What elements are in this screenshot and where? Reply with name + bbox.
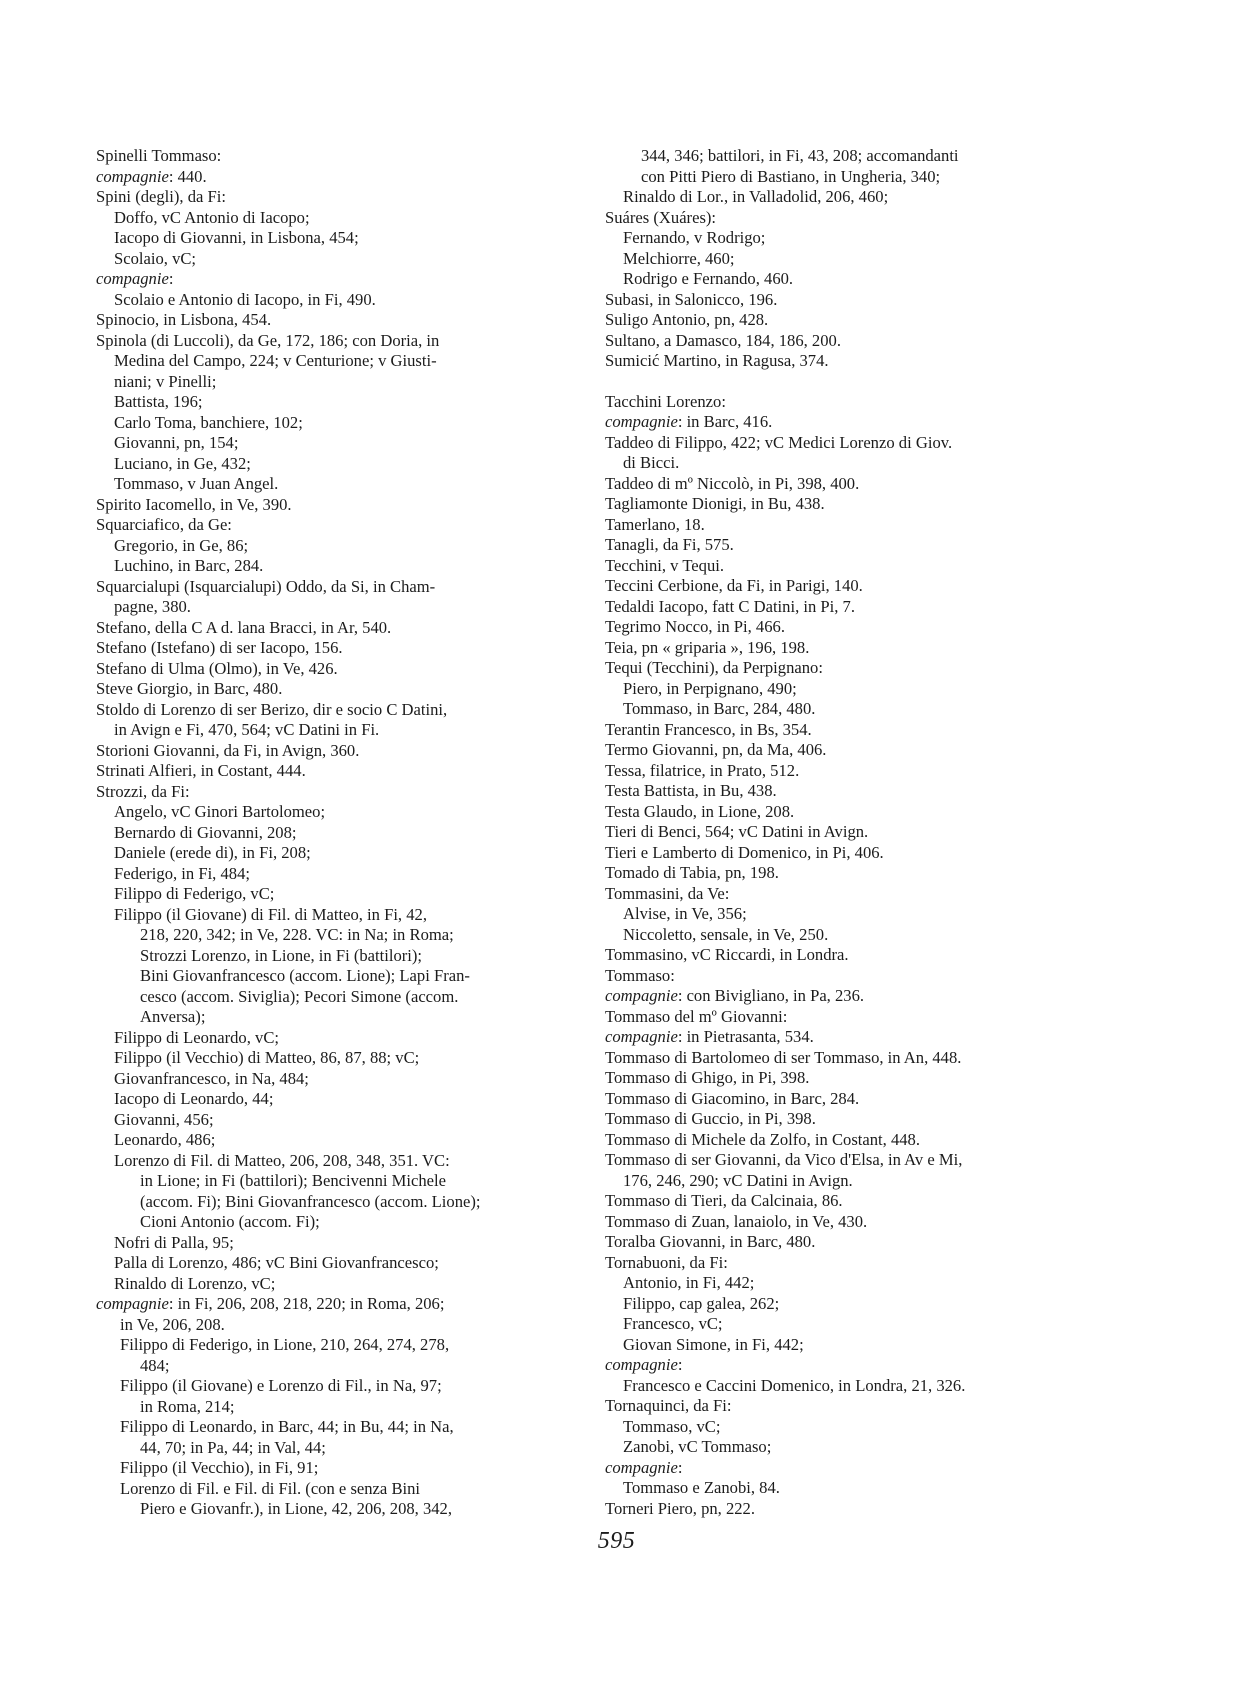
index-entry: Tanagli, da Fi, 575. (605, 535, 734, 554)
index-entry: con Pitti Piero di Bastiano, in Ungheria, 340; (641, 166, 941, 186)
index-entry: Giovan Simone, in Fi, 442; (623, 1334, 804, 1354)
index-entry: Cioni Antonio (accom. Fi); (140, 1212, 320, 1231)
section-keyword: compagnie (96, 269, 169, 288)
index-entry: Tagliamonte Dionigi, in Bu, 438. (605, 494, 825, 513)
index-entry: Tomado di Tabia, pn, 198. (605, 863, 779, 882)
index-entry: Terantin Francesco, in Bs, 354. (605, 719, 812, 739)
index-entry: Filippo di Federigo, vC; (114, 884, 275, 903)
index-entry: Subasi, in Salonicco, 196. (605, 289, 778, 309)
index-entry: Leonardo, 486; (114, 1130, 216, 1149)
index-entry: Iacopo di Giovanni, in Lisbona, 454; (114, 228, 359, 247)
index-entry: Stefano (Istefano) di ser Iacopo, 156. (96, 638, 343, 657)
index-entry: Melchiorre, 460; (623, 248, 735, 268)
index-entry: in Avign e Fi, 470, 564; vC Datini in Fi. (114, 720, 380, 739)
index-entry: Teia, pn « griparia », 196, 198. (605, 637, 810, 657)
index-entry: Giovanni, pn, 154; (114, 433, 239, 452)
index-entry: Stefano di Ulma (Olmo), in Ve, 426. (96, 658, 338, 678)
page-number: 595 (597, 1528, 636, 1554)
index-entry: Francesco e Caccini Domenico, in Londra, 21, 326. (623, 1375, 966, 1395)
index-entry: Battista, 196; (114, 392, 203, 411)
index-entry: Anversa); (140, 1007, 206, 1026)
index-entry: Stefano, della C A d. lana Bracci, in Ar, 540. (96, 617, 392, 637)
index-entry: Alvise, in Ve, 356; (623, 904, 747, 923)
index-entry: Torneri Piero, pn, 222. (605, 1498, 755, 1518)
index-entry: Filippo (il Vecchio), in Fi, 91; (120, 1458, 319, 1477)
index-entry: Medina del Campo, 224; v Centurione; v Giusti- (114, 351, 437, 370)
index-entry: Tacchini Lorenzo: (605, 391, 726, 411)
index-entry: in Lione; in Fi (battilori); Bencivenni Michele (140, 1171, 446, 1190)
index-entry: Palla di Lorenzo, 486; vC Bini Giovanfrancesco; (114, 1253, 439, 1272)
index-entry: Nofri di Palla, 95; (114, 1232, 234, 1252)
index-entry: Filippo (il Vecchio) di Matteo, 86, 87, 88; vC; (114, 1048, 420, 1067)
index-entry: Bini Giovanfrancesco (accom. Lione); Lapi Fran- (140, 966, 470, 985)
index-entry: cesco (accom. Siviglia); Pecori Simone (accom. (140, 986, 459, 1006)
section-keyword: compagnie (605, 1457, 678, 1477)
index-entry: Teccini Cerbione, da Fi, in Parigi, 140. (605, 576, 863, 595)
index-entry: Suligo Antonio, pn, 428. (605, 310, 769, 329)
index-entry: Tecchini, v Tequi. (605, 555, 725, 575)
index-entry: Lorenzo di Fil. di Matteo, 206, 208, 348, 351. VC: (114, 1150, 450, 1170)
index-entry: Sultano, a Damasco, 184, 186, 200. (605, 330, 841, 350)
index-entry: in Ve, 206, 208. (120, 1314, 225, 1334)
index-entry: Steve Giorgio, in Barc, 480. (96, 679, 283, 698)
index-entry: Tieri di Benci, 564; vC Datini in Avign. (605, 822, 869, 841)
index-entry: Giovanfrancesco, in Na, 484; (114, 1068, 309, 1088)
index-entry: 484; (140, 1355, 170, 1375)
index-entry: Lorenzo di Fil. e Fil. di Fil. (con e senza Bini (120, 1478, 421, 1498)
section-keyword: compagnie (96, 166, 169, 186)
section-keyword: compagnie (605, 986, 678, 1005)
index-entry: Tommaso: (605, 965, 675, 985)
index-entry: Storioni Giovanni, da Fi, in Avign, 360. (96, 740, 360, 760)
index-entry: Spinocio, in Lisbona, 454. (96, 310, 272, 329)
index-entry: Tommaso di Ghigo, in Pi, 398. (605, 1068, 810, 1087)
index-entry: in Roma, 214; (140, 1396, 235, 1416)
index-entry: Filippo di Leonardo, in Barc, 44; in Bu, 44; in Na, (120, 1417, 454, 1436)
index-entry: Taddeo di Filippo, 422; vC Medici Lorenzo di Giov. (605, 432, 953, 452)
index-entry: compagnie: in Fi, 206, 208, 218, 220; in Roma, 206; (96, 1294, 445, 1313)
index-entry: Taddeo di mº Niccolò, in Pi, 398, 400. (605, 473, 860, 493)
section-keyword: compagnie (96, 1294, 169, 1313)
index-entry: Daniele (erede di), in Fi, 208; (114, 843, 311, 862)
index-entry: Strozzi Lorenzo, in Lione, in Fi (battilori); (140, 945, 423, 965)
section-keyword: compagnie (605, 1027, 678, 1046)
index-entry: Spinelli Tommaso: (96, 146, 222, 165)
index-entry: Tommaso del mº Giovanni: (605, 1006, 788, 1026)
index-entry: compagnie: (605, 1457, 683, 1477)
index-entry: Angelo, vC Ginori Bartolomeo; (114, 802, 326, 821)
section-keyword: compagnie (605, 1355, 678, 1374)
index-entry: Federigo, in Fi, 484; (114, 863, 250, 883)
index-entry: Toralba Giovanni, in Barc, 480. (605, 1232, 816, 1251)
index-entry: Spirito Iacomello, in Ve, 390. (96, 494, 292, 514)
index-entry: Gregorio, in Ge, 86; (114, 535, 249, 555)
index-entry: Stoldo di Lorenzo di ser Berizo, dir e socio C Datini, (96, 699, 448, 719)
index-entry: Tommaso, vC; (623, 1416, 721, 1436)
index-entry: compagnie: con Bivigliano, in Pa, 236. (605, 986, 865, 1005)
index-entry: Tommaso di Tieri, da Calcinaia, 86. (605, 1191, 843, 1210)
index-entry: Tornabuoni, da Fi: (605, 1252, 728, 1272)
index-entry: Tommasini, da Ve: (605, 883, 730, 903)
index-entry: Tommaso, v Juan Angel. (114, 474, 279, 493)
index-entry: Carlo Toma, banchiere, 102; (114, 412, 303, 432)
index-entry: Filippo (il Giovane) e Lorenzo di Fil., in Na, 97; (120, 1376, 442, 1395)
index-entry: Antonio, in Fi, 442; (623, 1273, 755, 1292)
index-entry: compagnie: in Barc, 416. (605, 412, 773, 431)
index-entry: 344, 346; battilori, in Fi, 43, 208; accomandanti (641, 146, 959, 165)
index-entry: Spinola (di Luccoli), da Ge, 172, 186; con Doria, in (96, 330, 440, 350)
index-entry: Tommaso di ser Giovanni, da Vico d'Elsa, in Av e Mi, (605, 1150, 963, 1169)
index-entry: Spini (degli), da Fi: (96, 187, 226, 206)
index-entry: Testa Glaudo, in Lione, 208. (605, 801, 795, 821)
index-entry: Rinaldo di Lorenzo, vC; (114, 1273, 276, 1293)
index-entry: Scolaio, vC; (114, 248, 197, 268)
index-entry: compagnie: in Pietrasanta, 534. (605, 1027, 814, 1046)
index-entry: Sumicić Martino, in Ragusa, 374. (605, 351, 829, 370)
index-entry: Piero e Giovanfr.), in Lione, 42, 206, 208, 342, (140, 1499, 453, 1518)
index-entry: Luciano, in Ge, 432; (114, 453, 251, 473)
index-entry: Scolaio e Antonio di Iacopo, in Fi, 490. (114, 289, 376, 309)
index-entry: Tommasino, vC Riccardi, in Londra. (605, 945, 849, 964)
index-entry: Squarciafico, da Ge: (96, 515, 232, 534)
index-entry: di Bicci. (623, 453, 680, 472)
index-entry: Tommaso di Bartolomeo di ser Tommaso, in An, 448. (605, 1047, 962, 1067)
index-entry: Tommaso e Zanobi, 84. (623, 1478, 780, 1497)
index-entry: Niccoletto, sensale, in Ve, 250. (623, 924, 829, 944)
index-entry: Tequi (Tecchini), da Perpignano: (605, 658, 823, 677)
index-entry: Tamerlano, 18. (605, 514, 705, 534)
index-entry: compagnie: 440. (96, 166, 207, 186)
index-entry: Tommaso di Giacomino, in Barc, 284. (605, 1088, 860, 1108)
index-entry: Bernardo di Giovanni, 208; (114, 822, 297, 842)
index-entry: Filippo (il Giovane) di Fil. di Matteo, in Fi, 42, (114, 904, 427, 924)
index-entry: Tegrimo Nocco, in Pi, 466. (605, 617, 785, 636)
index-entry: Giovanni, 456; (114, 1109, 214, 1129)
index-entry: 44, 70; in Pa, 44; in Val, 44; (140, 1437, 326, 1457)
index-entry: Termo Giovanni, pn, da Ma, 406. (605, 740, 827, 759)
index-entry: Tommaso di Zuan, lanaiolo, in Ve, 430. (605, 1211, 868, 1231)
right-index-column (605, 146, 1077, 1519)
index-entry: Doffo, vC Antonio di Iacopo; (114, 207, 310, 227)
section-keyword: compagnie (605, 412, 678, 431)
index-entry: Strinati Alfieri, in Costant, 444. (96, 761, 306, 780)
index-entry: (accom. Fi); Bini Giovanfrancesco (accom. Lione); (140, 1191, 481, 1211)
index-entry: niani; v Pinelli; (114, 371, 217, 391)
index-entry: Rodrigo e Fernando, 460. (623, 269, 794, 288)
index-entry: compagnie: (605, 1355, 683, 1374)
index-entry: Squarcialupi (Isquarcialupi) Oddo, da Si, in Cham- (96, 576, 436, 596)
index-entry: Filippo di Leonardo, vC; (114, 1027, 280, 1047)
index-entry: Filippo di Federigo, in Lione, 210, 264, 274, 278, (120, 1335, 450, 1354)
index-entry: Piero, in Perpignano, 490; (623, 678, 797, 698)
index-entry: Zanobi, vC Tommaso; (623, 1437, 772, 1456)
index-entry: Tieri e Lamberto di Domenico, in Pi, 406. (605, 842, 884, 862)
index-entry: Strozzi, da Fi: (96, 781, 190, 801)
index-entry: Tommaso di Guccio, in Pi, 398. (605, 1109, 816, 1128)
index-entry: Tedaldi Iacopo, fatt C Datini, in Pi, 7. (605, 596, 855, 616)
index-entry: 176, 246, 290; vC Datini in Avign. (623, 1170, 853, 1190)
index-entry: Rinaldo di Lor., in Valladolid, 206, 460; (623, 187, 889, 206)
index-entry: Tommaso, in Barc, 284, 480. (623, 699, 816, 718)
index-entry: Tessa, filatrice, in Prato, 512. (605, 760, 800, 780)
index-entry: Luchino, in Barc, 284. (114, 556, 264, 575)
index-entry: Tommaso di Michele da Zolfo, in Costant, 448. (605, 1129, 920, 1149)
index-entry: 218, 220, 342; in Ve, 228. VC: in Na; in Roma; (140, 925, 454, 944)
section-gap (605, 372, 1077, 392)
index-entry: Suáres (Xuáres): (605, 207, 717, 227)
index-entry: Testa Battista, in Bu, 438. (605, 781, 777, 800)
index-entry: pagne, 380. (114, 597, 191, 616)
index-entry: Iacopo di Leonardo, 44; (114, 1089, 274, 1108)
left-index-column (96, 146, 564, 1520)
index-entry: compagnie: (96, 269, 174, 288)
index-entry: Francesco, vC; (623, 1314, 723, 1333)
index-entry: Tornaquinci, da Fi: (605, 1396, 732, 1415)
index-entry: Filippo, cap galea, 262; (623, 1293, 780, 1313)
index-entry: Fernando, v Rodrigo; (623, 228, 766, 247)
